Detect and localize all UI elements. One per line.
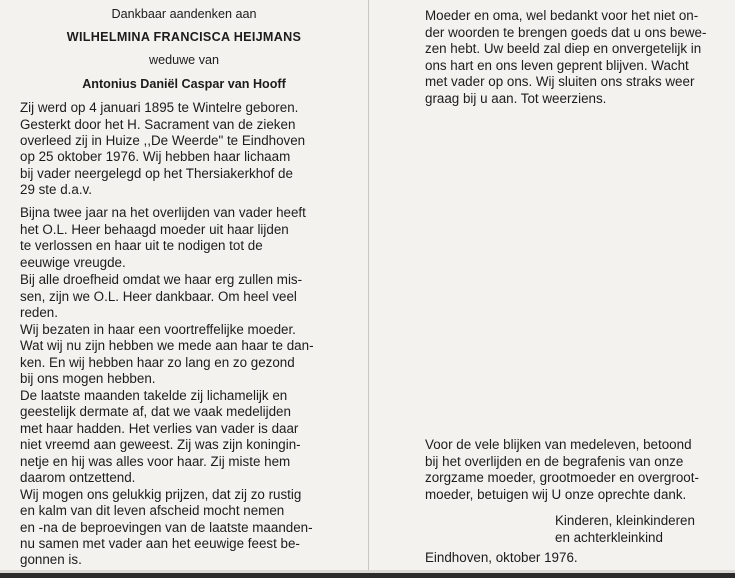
text-line: met haar hadden. Het verlies van vader is daar [20,421,299,436]
text-line: Bij alle droefheid omdat we haar erg zullen mis- [20,272,303,287]
text-line: Zij werd op 4 januari 1895 te Wintelre geboren. [20,100,299,115]
text-line: Bijna twee jaar na het overlijden van vader heeft [20,205,306,220]
text-line: zen hebt. Uw beeld zal diep en onvergetelijk in [425,41,702,56]
text-line: en -na de beproevingen van de laatste maanden- [20,520,313,535]
left-page [0,0,369,570]
text-line: Wij mogen ons gelukkig prijzen, dat zij zo rustig [20,487,302,502]
text-line: Voor de vele blijken van medeleven, betoond [425,437,692,452]
text-line: 29 ste d.a.v. [20,182,92,197]
text-line: bij het overlijden en de begrafenis van onze [425,454,684,469]
text-line: met vader op ons. Wij sluiten ons straks weer [425,74,695,89]
text-line: Moeder en oma, wel bedankt voor het niet on- [425,8,699,23]
text-line: bij vader neergelegd op het Thersiakerkhof de [20,166,293,181]
heading: Dankbaar aandenken aan [111,7,257,21]
text-line: Wat wij nu zijn hebben we mede aan haar te dan- [20,338,314,353]
text-line: netje en hij was alles voor haar. Zij miste hem [20,454,291,469]
card-bottom-edge [0,570,735,578]
text-line: bij ons mogen hebben. [20,371,156,386]
text-line: graag bij u aan. Tot weerziens. [425,91,607,106]
text-line: zorgzame moeder, grootmoeder en overgroot- [425,470,699,485]
place-date: Eindhoven, oktober 1976. [425,550,578,565]
text-line: moeder, betuigen wij U onze oprechte dank. [425,487,687,502]
text-line: daarom ontzettend. [20,470,136,485]
spouse-name: Antonius Daniël Caspar van Hooff [82,77,286,91]
deceased-name: WILHELMINA FRANCISCA HEIJMANS [66,30,302,44]
text-line: ons hart en ons leven geprent blijven. Wacht [425,58,689,73]
text-line: der woorden te brengen goeds dat u ons bewe- [425,25,707,40]
signature-line: en achterkleinkind [555,530,663,545]
widow-of: weduwe van [148,53,219,67]
text-line: te verlossen en haar uit te nodigen tot de [20,238,263,253]
right-page [369,0,735,570]
text-line: Gesterkt door het H. Sacrament van de zieken [20,117,296,132]
text-line: nu samen met vader aan het eeuwige feest be- [20,536,300,551]
text-line: ken. En wij hebben haar zo lang en zo gezond [20,355,295,370]
text-line: en kalm van dit leven afscheid mocht nemen [20,503,285,518]
text-line: reden. [20,305,58,320]
text-line: het O.L. Heer behaagd moeder uit haar lijden [20,222,289,237]
text-line: op 25 oktober 1976. Wij hebben haar lichaam [20,149,291,164]
text-line: overleed zij in Huize ,,De Weerde" te Eindhoven [20,133,306,148]
text-line: eeuwige vreugde. [20,255,126,270]
text-line: gonnen is. [20,552,82,567]
text-line: niet vreemd aan geweest. Zij was zijn koningin- [20,437,301,452]
text-line: Wij bezaten in haar een voortreffelijke moeder. [20,322,296,337]
text-line: De laatste maanden takelde zij lichamelijk en [20,388,288,403]
signature-line: Kinderen, kleinkinderen [555,513,695,528]
text-line: geestelijk dermate af, dat we vaak medelijden [20,404,291,419]
text-line: sen, zijn we O.L. Heer dankbaar. Om heel veel [20,289,297,304]
